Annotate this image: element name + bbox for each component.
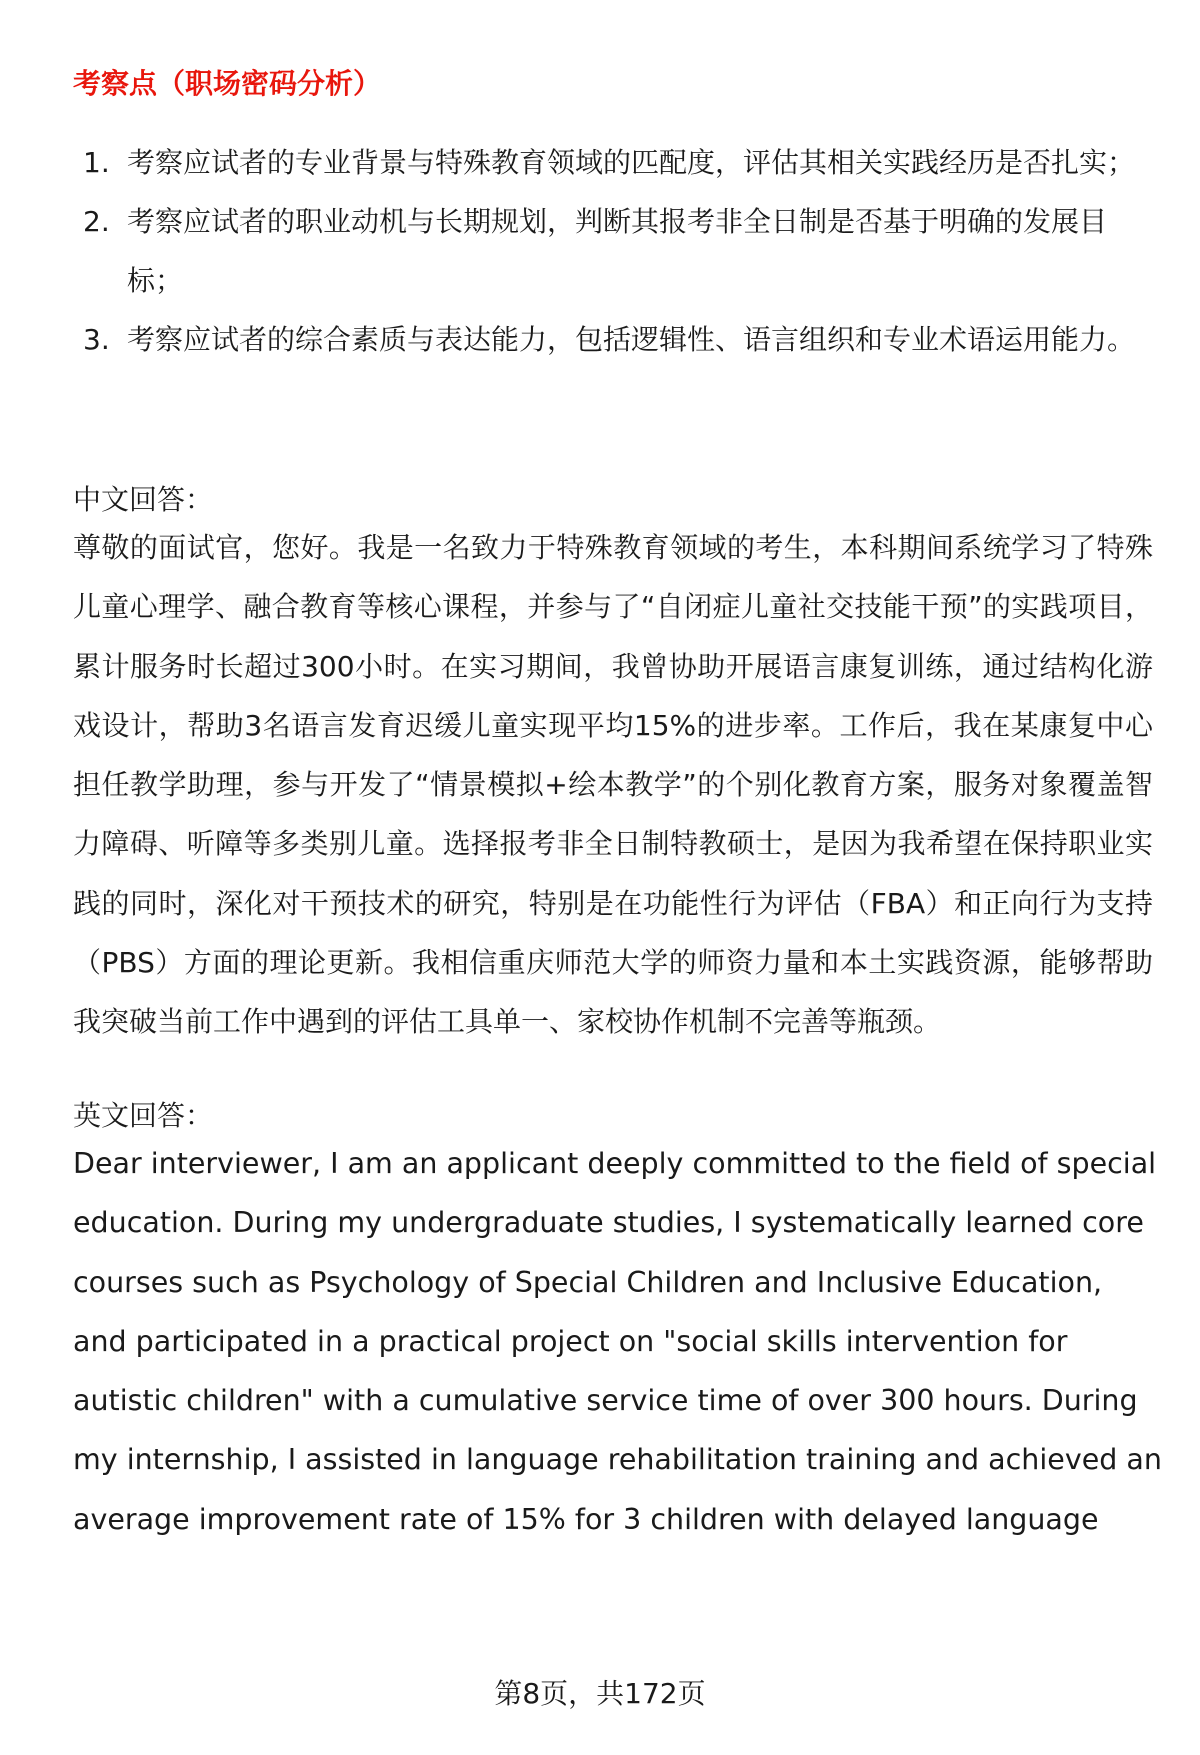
list-item	[73, 133, 1148, 192]
english-answer-label: 英文回答：	[73, 1099, 214, 1132]
list-item-text: 考察应试者的专业背景与特殊教育领域的匹配度，评估其相关实践经历是否扎实；	[127, 146, 1136, 179]
assessment-points-list	[73, 133, 1148, 369]
chinese-answer-label: 中文回答：	[73, 483, 214, 516]
list-item-number: 3.	[83, 323, 110, 356]
list-item	[73, 192, 1148, 310]
list-item-number: 1.	[83, 146, 110, 179]
chinese-answer-paragraph: 尊敬的面试官，您好。我是一名致力于特殊教育领域的考生，本科期间系统学习了特殊儿童心理学、融合教育等核心课程，并参与了“自闭症儿童社交技能干预”的实践项目，累计服务时长超过300小时。在实习期间，我曾协助开展语言康复训练，通过结构化游戏设计，帮助3名语言发育迟缓儿童实现平均15%的进步率。工作后，我在某康复中心担任教学助理，参与开发了“情景模拟+绘本教学”的个别化教育方案，服务对象覆盖智力障碍、听障等多类别儿童。选择报考非全日制特教硕士，是因为我希望在保持职业实践的同时，深化对干预技术的研究，特别是在功能性行为评估（FBA）和正向行为支持（PBS）方面的理论更新。我相信重庆师范大学的师资力量和本土实践资源，能够帮助我突破当前工作中遇到的评估工具单一、家校协作机制不完善等瓶颈。	[73, 531, 1153, 1039]
list-item-text: 考察应试者的职业动机与长期规划，判断其报考非全日制是否基于明确的发展目标；	[127, 205, 1108, 297]
page-number-footer: 第8页，共172页	[494, 1677, 706, 1710]
english-answer-paragraph: Dear interviewer, I am an applicant deeply committed to the field of special education. During my undergraduate studies, I systematically learned core courses such as Psychology of Special Children and Inclusive Education, and participated in a practical project on "social skills intervention for autistic children" with a cumulative service time of over 300 hours. During my internship, I assisted in language rehabilitation training and achieved an average improvement rate of 15% for 3 children with delayed language	[73, 1147, 1162, 1536]
section-heading: 考察点（职场密码分析）	[73, 67, 382, 100]
list-item-text: 考察应试者的综合素质与表达能力，包括逻辑性、语言组织和专业术语运用能力。	[127, 323, 1136, 356]
list-item	[73, 310, 1148, 369]
list-item-number: 2.	[83, 205, 110, 238]
